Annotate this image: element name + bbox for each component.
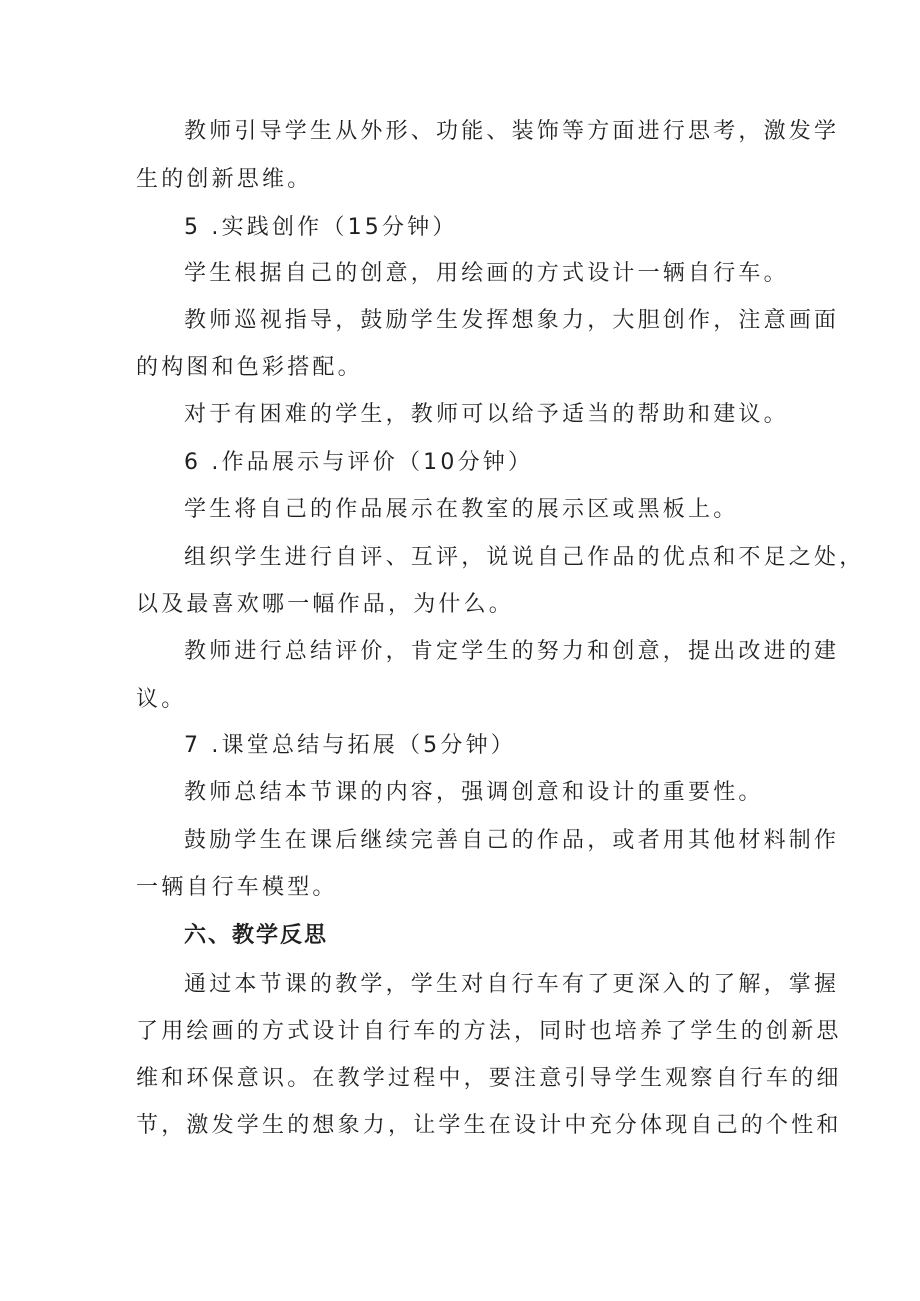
- paragraph-line: 教师巡视指导，鼓励学生发挥想象力，大胆创作，注意画面: [184, 308, 840, 333]
- section-heading-summary: 7 .课堂总结与拓展（5分钟）: [184, 733, 516, 758]
- paragraph-line: 组织学生进行自评、互评，说说自己作品的优点和不足之处，: [184, 545, 865, 570]
- paragraph-line: 通过本节课的教学，学生对自行车有了更深入的了解，掌握: [184, 972, 840, 997]
- paragraph-line: 教师引导学生从外形、功能、装饰等方面进行思考，激发学: [184, 119, 840, 144]
- section-heading-showcase: 6 .作品展示与评价（10分钟）: [184, 450, 534, 475]
- paragraph-line: 对于有困难的学生，教师可以给予适当的帮助和建议。: [184, 402, 789, 427]
- paragraph-line: 教师进行总结评价，肯定学生的努力和创意，提出改进的建: [184, 639, 840, 664]
- paragraph-line: 学生将自己的作品展示在教室的展示区或黑板上。: [184, 497, 739, 522]
- paragraph-line: 以及最喜欢哪一幅作品，为什么。: [136, 592, 515, 617]
- paragraph-line: 节，激发学生的想象力，让学生在设计中充分体现自己的个性和: [136, 1113, 842, 1138]
- paragraph-line: 的构图和色彩搭配。: [136, 355, 363, 380]
- paragraph-line: 维和环保意识。在教学过程中，要注意引导学生观察自行车的细: [136, 1066, 842, 1091]
- paragraph-line: 议。: [136, 687, 187, 712]
- paragraph-line: 鼓励学生在课后继续完善自己的作品，或者用其他材料制作: [184, 828, 840, 853]
- paragraph-line: 学生根据自己的创意，用绘画的方式设计一辆自行车。: [184, 261, 789, 286]
- paragraph-line: 教师总结本节课的内容，强调创意和设计的重要性。: [184, 780, 764, 805]
- paragraph-line: 一辆自行车模型。: [136, 875, 338, 900]
- section-heading-practice: 5 .实践创作（15分钟）: [184, 215, 458, 240]
- paragraph-line: 生的创新思维。: [136, 167, 313, 192]
- section-heading-reflection: 六、教学反思: [184, 923, 329, 948]
- paragraph-line: 了用绘画的方式设计自行车的方法，同时也培养了学生的创新思: [136, 1019, 842, 1044]
